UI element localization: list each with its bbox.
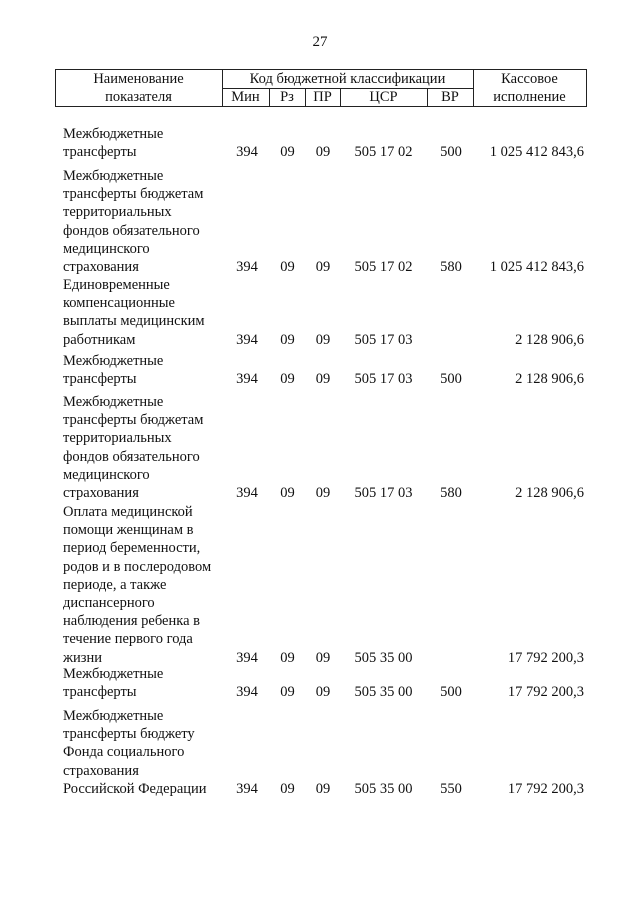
row-name-line: Межбюджетные — [63, 708, 164, 724]
cell-amount: 17 792 200,3 — [507, 684, 584, 701]
cell-csr: 505 17 02 — [354, 144, 413, 161]
row-name-line: период беременности, — [63, 540, 201, 557]
row-name-line: трансферты — [63, 371, 137, 388]
row-name-line: компенсационные — [63, 295, 175, 312]
cell-vr: 580 — [440, 485, 462, 501]
cell-vr: 580 — [440, 259, 462, 275]
cell-rz: 09 — [280, 331, 295, 348]
row-name — [63, 665, 238, 701]
header-col-csr: ЦСР — [369, 89, 398, 105]
cell-rz: 09 — [280, 485, 295, 501]
cell-rz: 09 — [280, 371, 295, 388]
header-top-border — [55, 69, 586, 70]
table-row — [0, 167, 640, 276]
row-name — [63, 393, 238, 502]
row-name-line: Межбюджетные — [63, 394, 164, 410]
table-row — [0, 393, 640, 502]
row-name-line: Оплата медицинской — [63, 504, 193, 520]
cell-pr: 09 — [315, 684, 331, 701]
cell-csr: 505 35 00 — [354, 780, 413, 797]
cell-pr: 09 — [315, 485, 331, 501]
row-name-line: помощи женщинам в — [63, 522, 194, 539]
cell-pr: 09 — [315, 780, 331, 797]
cell-csr: 505 17 03 — [354, 371, 413, 388]
row-name — [63, 707, 238, 798]
table-row — [0, 665, 640, 701]
cell-amount: 17 792 200,3 — [507, 780, 584, 797]
row-name-line: медицинского — [63, 466, 150, 483]
table-row — [0, 352, 640, 388]
row-name-line: страхования — [63, 485, 139, 502]
cell-amount: 2 128 906,6 — [515, 485, 584, 501]
row-name-line: фондов обязательного — [63, 448, 200, 465]
page-number: 27 — [312, 34, 328, 50]
row-name — [63, 167, 238, 276]
cell-rz: 09 — [280, 259, 295, 275]
cell-csr: 505 17 03 — [354, 485, 413, 501]
cell-min: 394 — [236, 780, 258, 797]
row-name-line: Фонда социального — [63, 744, 185, 761]
row-name-line: выплаты медицинским — [63, 313, 205, 330]
row-name-line: Межбюджетные — [63, 353, 164, 369]
row-name — [63, 125, 238, 161]
row-name-line: страхования — [63, 762, 139, 779]
cell-min: 394 — [236, 649, 258, 666]
row-name-line: трансферты бюджетам — [63, 186, 204, 203]
header-code-group: Код бюджетной классификации — [249, 71, 446, 87]
cell-pr: 09 — [315, 371, 331, 388]
cell-amount: 2 128 906,6 — [515, 331, 584, 348]
header-exec-line1: Кассовое — [501, 71, 558, 87]
row-name-line: фондов обязательного — [63, 222, 200, 239]
row-name-line: течение первого года — [63, 631, 193, 648]
row-name — [63, 503, 238, 667]
row-name-line: Межбюджетные — [63, 126, 164, 142]
row-name-line: Межбюджетные — [63, 666, 164, 682]
row-name-line: медицинского — [63, 240, 150, 257]
cell-csr: 505 35 00 — [354, 684, 413, 701]
table-row — [0, 707, 640, 798]
cell-rz: 09 — [280, 684, 295, 701]
row-name-line: Российской Федерации — [63, 780, 207, 797]
cell-amount: 2 128 906,6 — [515, 371, 584, 388]
row-name-line: Единовременные — [63, 277, 170, 293]
table-row — [0, 125, 640, 161]
row-name-line: Межбюджетные — [63, 168, 164, 184]
cell-csr: 505 35 00 — [354, 649, 413, 666]
cell-pr: 09 — [315, 331, 331, 348]
row-name-line: страхования — [63, 259, 139, 276]
row-name-line: трансферты — [63, 684, 137, 701]
row-name-line: периоде, а также — [63, 576, 167, 593]
row-name-line: наблюдения ребенка в — [63, 613, 200, 630]
cell-amount: 1 025 412 843,6 — [489, 259, 584, 275]
row-name-line: диспансерного — [63, 595, 155, 612]
cell-min: 394 — [236, 259, 258, 275]
cell-min: 394 — [236, 684, 258, 701]
cell-amount: 1 025 412 843,6 — [489, 144, 584, 161]
header-bottom-border — [55, 106, 586, 107]
cell-min: 394 — [236, 485, 258, 501]
header-col-rz: Рз — [280, 89, 294, 105]
row-name — [63, 352, 238, 388]
header-col-vr: ВР — [441, 89, 459, 105]
row-name-line: трансферты бюджету — [63, 726, 195, 743]
header-name-line2: показателя — [105, 89, 172, 105]
cell-vr: 550 — [440, 780, 462, 797]
header-exec-line2: исполнение — [493, 89, 566, 105]
row-name — [63, 276, 238, 349]
header-divider — [586, 69, 587, 107]
header-col-min: Мин — [231, 89, 260, 105]
header-col-pr: ПР — [313, 89, 332, 105]
cell-rz: 09 — [280, 144, 295, 161]
row-name-line: жизни — [63, 649, 103, 666]
cell-vr: 500 — [440, 144, 462, 161]
cell-pr: 09 — [315, 649, 331, 666]
table-row — [0, 276, 640, 349]
row-name-line: территориальных — [63, 204, 172, 221]
row-name-line: работникам — [63, 331, 136, 348]
row-name-line: родов и в послеродовом — [63, 558, 212, 575]
cell-vr: 500 — [440, 371, 462, 388]
cell-csr: 505 17 03 — [354, 331, 413, 348]
cell-pr: 09 — [315, 259, 331, 275]
cell-min: 394 — [236, 144, 258, 161]
header-name-line1: Наименование — [93, 71, 184, 87]
cell-pr: 09 — [315, 144, 331, 161]
cell-rz: 09 — [280, 649, 295, 666]
table-row — [0, 503, 640, 667]
cell-min: 394 — [236, 371, 258, 388]
cell-rz: 09 — [280, 780, 295, 797]
cell-csr: 505 17 02 — [354, 259, 413, 275]
cell-min: 394 — [236, 331, 258, 348]
row-name-line: территориальных — [63, 430, 172, 447]
cell-vr: 500 — [440, 684, 462, 701]
row-name-line: трансферты — [63, 144, 137, 161]
cell-amount: 17 792 200,3 — [507, 649, 584, 666]
row-name-line: трансферты бюджетам — [63, 412, 204, 429]
